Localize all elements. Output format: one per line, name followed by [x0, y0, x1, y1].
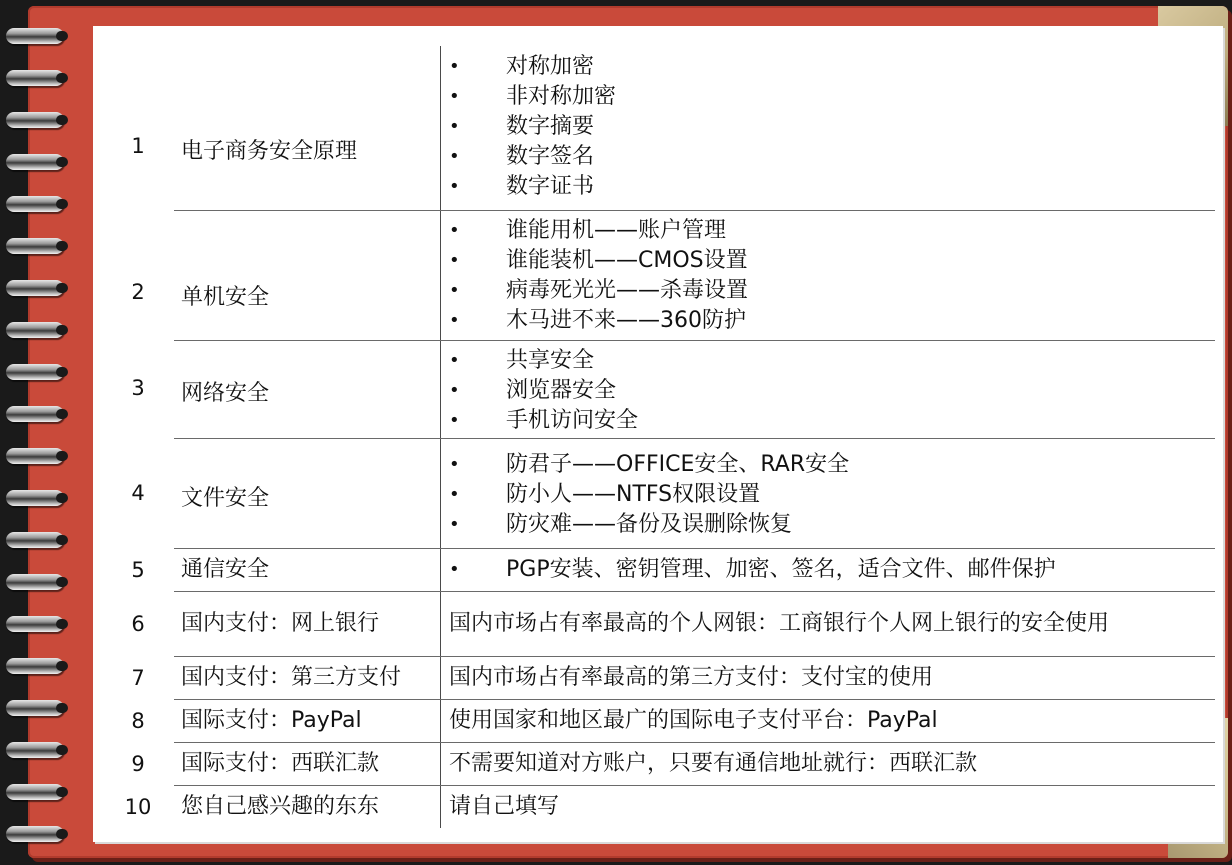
binding-ring: [6, 154, 64, 170]
bullet-item: • 非对称加密: [449, 82, 616, 112]
binding-ring: [6, 742, 64, 758]
binding-ring: [6, 574, 64, 590]
row-divider: [174, 785, 1215, 786]
binding-ring: [6, 658, 64, 674]
row-divider: [174, 438, 1215, 439]
bullet-item: • 对称加密: [449, 52, 616, 82]
row-topic: 国内支付：第三方支付: [181, 665, 402, 690]
row-bullet-list: [449, 450, 849, 540]
binding-ring: [6, 238, 64, 254]
binding-ring: [6, 700, 64, 716]
spiral-binding: [0, 28, 70, 848]
row-detail: 国内市场占有率最高的第三方支付：支付宝的使用: [449, 665, 934, 690]
bullet-item: • 谁能装机——CMOS设置: [449, 246, 748, 276]
row-topic: 国际支付：PayPal: [181, 708, 362, 733]
binding-ring: [6, 616, 64, 632]
binding-ring: [6, 322, 64, 338]
row-divider: [174, 591, 1215, 592]
row-topic: 您自己感兴趣的东东: [181, 794, 380, 819]
row-detail: 使用国家和地区最广的国际电子支付平台：PayPal: [449, 708, 938, 733]
notebook-page: [93, 26, 1223, 842]
row-bullet-list: [449, 216, 748, 336]
row-topic: 单机安全: [181, 285, 270, 310]
bullet-item: • 数字摘要: [449, 112, 616, 142]
binding-ring: [6, 280, 64, 296]
bullet-item: • 数字证书: [449, 172, 616, 202]
row-divider: [174, 699, 1215, 700]
bullet-item: • 浏览器安全: [449, 376, 638, 406]
row-number: 7: [131, 666, 145, 690]
binding-ring: [6, 28, 64, 44]
row-number: 1: [131, 134, 145, 158]
bullet-item: • 防小人——NTFS权限设置: [449, 480, 849, 510]
binding-ring: [6, 364, 64, 380]
row-number: 3: [131, 376, 145, 400]
binding-ring: [6, 196, 64, 212]
row-number: 10: [124, 795, 152, 819]
bullet-item: • 手机访问安全: [449, 406, 638, 436]
row-divider: [174, 210, 1215, 211]
bullet-item: • 数字签名: [449, 142, 616, 172]
bullet-item: • 病毒死光光——杀毒设置: [449, 276, 748, 306]
row-detail: 请自己填写: [449, 794, 560, 819]
bullet-item: • 共享安全: [449, 346, 638, 376]
row-topic: 通信安全: [181, 557, 270, 582]
row-topic: 电子商务安全原理: [181, 139, 358, 164]
row-topic: 国际支付：西联汇款: [181, 751, 380, 776]
row-topic: 网络安全: [181, 381, 270, 406]
column-divider: [440, 46, 441, 828]
row-bullet-list: [449, 346, 638, 436]
row-divider: [174, 340, 1215, 341]
row-detail: 不需要知道对方账户，只要有通信地址就行：西联汇款: [449, 751, 978, 776]
bullet-item: • 木马进不来——360防护: [449, 306, 748, 336]
notebook-cover: [28, 6, 1228, 858]
binding-ring: [6, 448, 64, 464]
row-divider: [174, 742, 1215, 743]
bullet-item: • 防君子——OFFICE安全、RAR安全: [449, 450, 849, 480]
binding-ring: [6, 112, 64, 128]
row-number: 8: [131, 709, 145, 733]
row-bullet-list: [449, 555, 1056, 585]
bullet-item: • PGP安装、密钥管理、加密、签名，适合文件、邮件保护: [449, 555, 1056, 585]
binding-ring: [6, 490, 64, 506]
row-number: 4: [131, 481, 145, 505]
binding-ring: [6, 406, 64, 422]
row-bullet-list: [449, 52, 616, 202]
row-topic: 国内支付：网上银行: [181, 611, 380, 636]
row-divider: [174, 548, 1215, 549]
binding-ring: [6, 784, 64, 800]
row-topic: 文件安全: [181, 486, 270, 511]
row-number: 9: [131, 752, 145, 776]
bullet-item: • 谁能用机——账户管理: [449, 216, 748, 246]
row-number: 2: [131, 280, 145, 304]
binding-ring: [6, 826, 64, 842]
binding-ring: [6, 532, 64, 548]
row-number: 6: [131, 612, 145, 636]
row-divider: [174, 656, 1215, 657]
binding-ring: [6, 70, 64, 86]
row-detail: 国内市场占有率最高的个人网银：工商银行个人网上银行的安全使用: [449, 611, 1110, 636]
row-number: 5: [131, 558, 145, 582]
bullet-item: • 防灾难——备份及误删除恢复: [449, 510, 849, 540]
